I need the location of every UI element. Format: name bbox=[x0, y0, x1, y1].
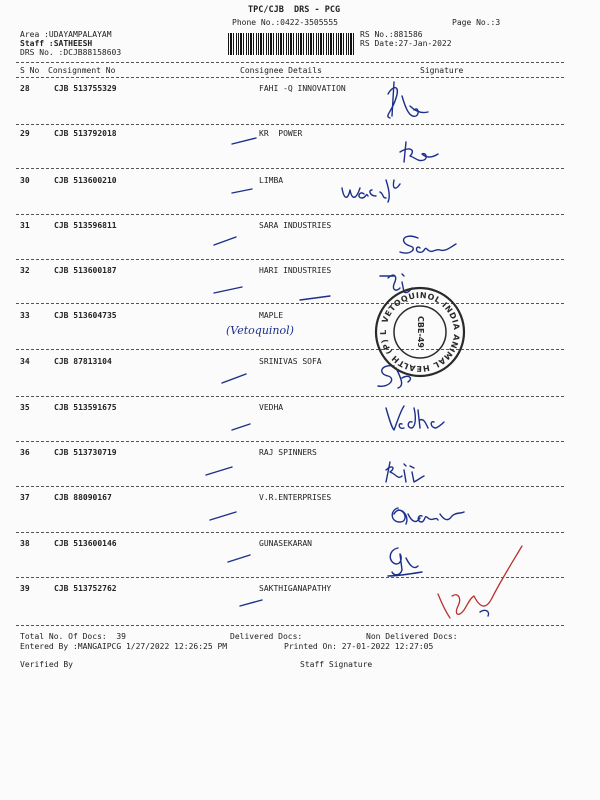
drs-number: DRS No. :DCJB88158603 bbox=[20, 48, 122, 57]
row-consignee: SRINIVAS SOFA bbox=[259, 357, 322, 366]
row-consignee: VEDHA bbox=[259, 403, 284, 412]
row-sno: 33 bbox=[20, 311, 30, 320]
row-consignment: CJB 513591675 bbox=[54, 403, 117, 412]
row-consignee: KR POWER bbox=[259, 129, 303, 138]
page-number: Page No.:3 bbox=[452, 18, 501, 27]
row-consignee: RAJ SPINNERS bbox=[259, 448, 317, 457]
row-consignment: CJB 513730719 bbox=[54, 448, 117, 457]
row-consignment: CJB 87813104 bbox=[54, 357, 112, 366]
entered-by: Entered By :MANGAIPCG 1/27/2022 12:26:25 PM bbox=[20, 642, 228, 651]
col-consignee: Consignee Details bbox=[240, 66, 322, 75]
row-consignment: CJB 513755329 bbox=[54, 84, 117, 93]
rs-date: RS Date:27-Jan-2022 bbox=[360, 39, 452, 48]
row-consignment: CJB 88090167 bbox=[54, 493, 112, 502]
row-consignment: CJB 513600146 bbox=[54, 539, 117, 548]
row-consignment: CJB 513604735 bbox=[54, 311, 117, 320]
signature-row-39 bbox=[428, 538, 528, 628]
row-sno: 39 bbox=[20, 584, 30, 593]
row-sno: 34 bbox=[20, 357, 30, 366]
signature-row-31 bbox=[396, 228, 460, 262]
row-sno: 36 bbox=[20, 448, 30, 457]
non-delivered-docs: Non Delivered Docs: bbox=[366, 632, 458, 641]
row-consignee: SAKTHIGANAPATHY bbox=[259, 584, 332, 593]
row-consignee: HARI INDUSTRIES bbox=[259, 266, 332, 275]
signature-row-28 bbox=[380, 76, 440, 126]
row-sno: 37 bbox=[20, 493, 30, 502]
row-consignment: CJB 513600210 bbox=[54, 176, 117, 185]
total-docs: Total No. Of Docs: 39 bbox=[20, 632, 126, 641]
rs-number: RS No.:881586 bbox=[360, 30, 423, 39]
row-consignment: CJB 513792018 bbox=[54, 129, 117, 138]
printed-on: Printed On: 27-01-2022 12:27:05 bbox=[284, 642, 434, 651]
row-consignee: GUNASEKARAN bbox=[259, 539, 312, 548]
col-consignment: Consignment No bbox=[48, 66, 116, 75]
verified-by: Verified By bbox=[20, 660, 73, 669]
row-consignee: SARA INDUSTRIES bbox=[259, 221, 332, 230]
staff-label: Staff :SATHEESH bbox=[20, 39, 93, 48]
row-consignment: CJB 513752762 bbox=[54, 584, 117, 593]
staff-signature-label: Staff Signature bbox=[300, 660, 373, 669]
row-consignee: V.R.ENTERPRISES bbox=[259, 493, 332, 502]
signature-row-30 bbox=[338, 164, 406, 208]
row-consignee: FAHI -Q INNOVATION bbox=[259, 84, 346, 93]
delivered-docs: Delivered Docs: bbox=[230, 632, 303, 641]
row-sno: 31 bbox=[20, 221, 30, 230]
row-sno: 32 bbox=[20, 266, 30, 275]
company-stamp bbox=[368, 277, 468, 380]
signature-row-37 bbox=[386, 500, 470, 536]
stamp-ring-text: VETOQUINOL INDIA ANIMAL HEALTH (P) LTD bbox=[368, 277, 462, 374]
row-consignment: CJB 513600187 bbox=[54, 266, 117, 275]
row-consignment: CJB 513596811 bbox=[54, 221, 117, 230]
row-consignee: LIMBA bbox=[259, 176, 284, 185]
row-sno: 28 bbox=[20, 84, 30, 93]
row-sno: 35 bbox=[20, 403, 30, 412]
phone-number: Phone No.:0422-3505555 bbox=[232, 18, 338, 27]
row-sno: 38 bbox=[20, 539, 30, 548]
signature-row-36 bbox=[380, 456, 436, 490]
row-consignee: MAPLE bbox=[259, 311, 284, 320]
stamp-center-text: CBE-49 bbox=[416, 316, 425, 348]
col-sno: S No bbox=[20, 66, 40, 75]
signature-row-35 bbox=[382, 400, 448, 436]
row-sno: 29 bbox=[20, 129, 30, 138]
col-signature: Signature bbox=[420, 66, 464, 75]
handwritten-note: (Vetoquinol) bbox=[226, 324, 294, 337]
document-title: TPC/CJB DRS - PCG bbox=[248, 5, 341, 15]
svg-text:VETOQUINOL INDIA ANIMAL HEALTH bbox=[368, 277, 461, 373]
signature-row-38 bbox=[384, 540, 430, 586]
row-sno: 30 bbox=[20, 176, 30, 185]
area-label: Area :UDAYAMPALAYAM bbox=[20, 30, 112, 39]
